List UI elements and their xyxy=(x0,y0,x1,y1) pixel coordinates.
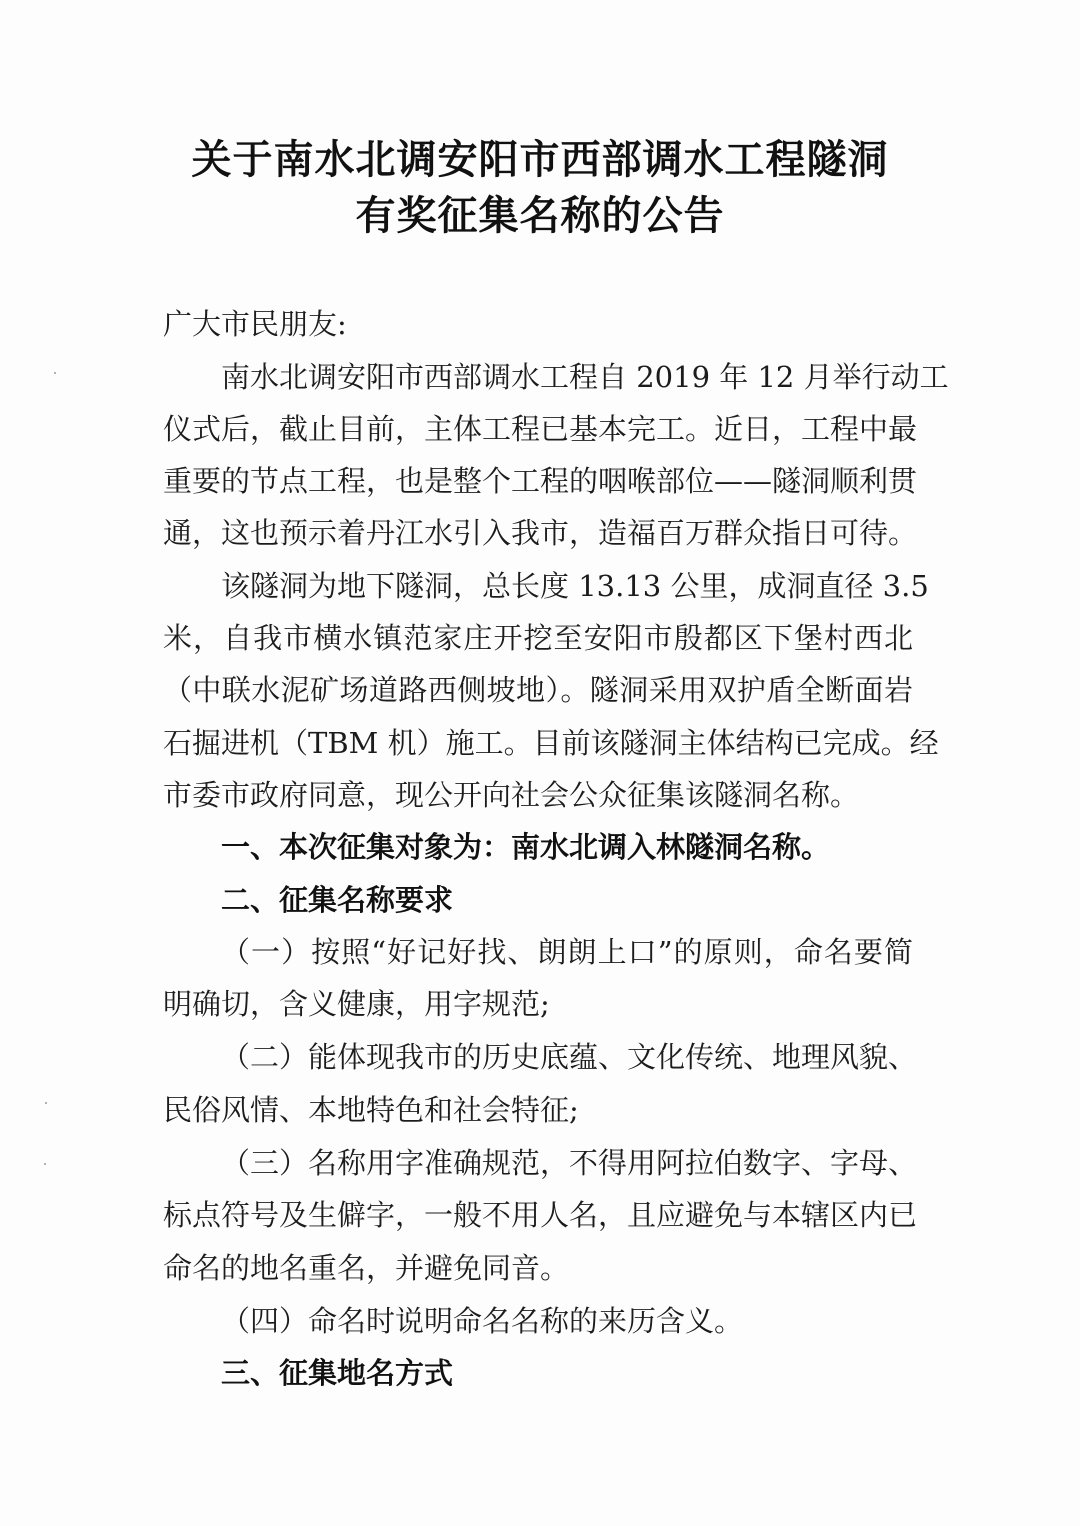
section-3-heading: 三、征集地名方式 xyxy=(221,1356,454,1390)
scan-speck xyxy=(45,1102,47,1104)
requirement-1-line-1: （一）按照“好记好找、朗朗上口”的原则，命名要简 xyxy=(221,935,913,969)
paragraph-1-line-2: 仪式后，截止目前，主体工程已基本完工。近日，工程中最 xyxy=(163,412,918,446)
document-title-line-2: 有奖征集名称的公告 xyxy=(355,192,725,239)
document-title-line-1: 关于南水北调安阳市西部调水工程隧洞 xyxy=(191,136,889,183)
requirement-3-line-2: 标点符号及生僻字，一般不用人名，且应避免与本辖区内已 xyxy=(163,1198,918,1232)
salutation: 广大市民朋友: xyxy=(163,307,347,341)
requirement-1-line-2: 明确切，含义健康，用字规范; xyxy=(163,987,550,1021)
scan-speck xyxy=(54,372,56,374)
paragraph-2-line-2: 米，自我市横水镇范家庄开挖至安阳市殷都区下堡村西北 xyxy=(163,621,913,655)
section-2-heading: 二、征集名称要求 xyxy=(221,883,454,917)
scan-speck xyxy=(44,1163,46,1165)
requirement-4: （四）命名时说明命名名称的来历含义。 xyxy=(221,1304,744,1338)
paragraph-2-line-5: 市委市政府同意，现公开向社会公众征集该隧洞名称。 xyxy=(163,778,860,812)
requirement-3-line-1: （三）名称用字准确规范，不得用阿拉伯数字、字母、 xyxy=(221,1146,918,1180)
paragraph-1-line-1: 南水北调安阳市西部调水工程自 2019 年 12 月举行动工 xyxy=(221,360,949,394)
paragraph-2-line-3: （中联水泥矿场道路西侧坡地）。隧洞采用双护盾全断面岩 xyxy=(163,673,913,707)
paragraph-2-line-4: 石掘进机（TBM 机）施工。目前该隧洞主体结构已完成。经 xyxy=(163,726,939,760)
requirement-2-line-1: （二）能体现我市的历史底蕴、文化传统、地理风貌、 xyxy=(221,1040,918,1074)
section-1-heading: 一、本次征集对象为：南水北调入林隧洞名称。 xyxy=(221,830,831,864)
requirement-3-line-3: 命名的地名重名，并避免同音。 xyxy=(163,1251,570,1285)
paragraph-2-line-1: 该隧洞为地下隧洞，总长度 13.13 公里，成洞直径 3.5 xyxy=(221,569,929,603)
requirement-2-line-2: 民俗风情、本地特色和社会特征; xyxy=(163,1093,579,1127)
paragraph-1-line-3: 重要的节点工程，也是整个工程的咽喉部位——隧洞顺利贯 xyxy=(163,464,918,498)
paragraph-1-line-4: 通，这也预示着丹江水引入我市，造福百万群众指日可待。 xyxy=(163,516,918,550)
